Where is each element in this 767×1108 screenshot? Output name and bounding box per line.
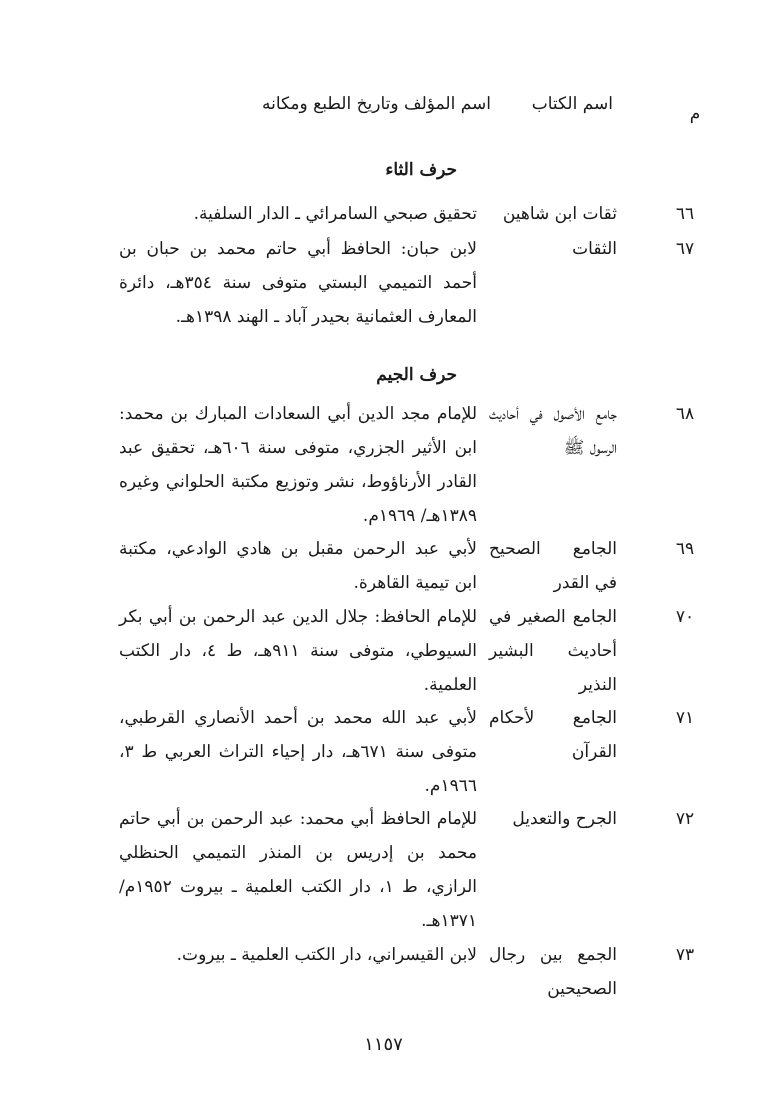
entry-number: ٦٧ [675, 239, 695, 259]
entry-book-title: جامع الأصول في أحاديث الرسول ﷺ [489, 404, 617, 458]
entry-number: ٧٠ [675, 607, 695, 627]
entry-author-details: للإمام الحافظ أبي محمد: عبد الرحمن بن أبي حاتم محمد بن إدريس بن المنذر التميمي الحنظلي الرازي، ط ١، دار الكتب العلمية ـ بيروت ١٩٥٢م/ ١٣٧١هـ. [119, 809, 477, 931]
entry-book-title: الثقات [572, 239, 617, 259]
entry-author-details: تحقيق صبحي السامرائي ـ الدار السلفية. [193, 204, 477, 224]
entry-book-title: الجامع لأحكام القرآن [489, 708, 617, 762]
entry-author-details: للإمام الحافظ: جلال الدين عبد الرحمن بن أبي بكر السيوطي، متوفى سنة ٩١١هـ، ط ٤، دار الكتب العلمية. [119, 607, 477, 695]
entry-book-title: الجامع الصغير في أحاديث البشير النذير [489, 607, 617, 695]
entry-author-details: لابن حبان: الحافظ أبي حاتم محمد بن حبان بن أحمد التميمي البستي متوفى سنة ٣٥٤هـ، دائرة المعارف العثمانية بحيدر آباد ـ الهند ١٣٩٨هـ. [119, 239, 477, 327]
section-heading-jim: حرف الجيم [376, 365, 457, 385]
header-number-column: م [689, 104, 701, 124]
header-book-title-column: اسم الكتاب [531, 94, 613, 114]
entry-number: ٦٨ [675, 404, 695, 424]
entry-number: ٧٣ [675, 945, 695, 965]
entry-number: ٧١ [675, 708, 695, 728]
entry-author-details: للإمام مجد الدين أبي السعادات المبارك بن محمد: ابن الأثير الجزري، متوفى سنة ٦٠٦هـ، تحقيق عبد القادر الأرناؤوط، نشر وتوزيع مكتبة الحلواني وغيره ١٣٨٩هـ/ ١٩٦٩م. [119, 404, 477, 526]
entry-book-title: ثقات ابن شاهين [502, 204, 617, 224]
entry-book-title: الجمع بين رجال الصحيحين [489, 945, 617, 999]
entry-book-title: الجامع الصحيح في القدر [489, 539, 617, 593]
entry-author-details: لابن القيسراني، دار الكتب العلمية ـ بيروت. [176, 945, 477, 965]
entry-author-details: لأبي عبد الرحمن مقبل بن هادي الوادعي، مكتبة ابن تيمية القاهرة. [119, 539, 477, 593]
entry-author-details: لأبي عبد الله محمد بن أحمد الأنصاري القرطبي، متوفى سنة ٦٧١هـ، دار إحياء التراث العربي ط ٣، ١٩٦٦م. [119, 708, 477, 796]
entry-book-title: الجرح والتعديل [512, 809, 617, 829]
column-header-row [145, 94, 705, 130]
section-heading-tha: حرف الثاء [385, 160, 457, 180]
page-number: ١١٥٧ [364, 1034, 403, 1055]
entry-number: ٦٩ [675, 539, 695, 559]
header-author-column: اسم المؤلف وتاريخ الطبع ومكانه [262, 94, 491, 114]
entry-number: ٦٦ [675, 204, 695, 224]
entry-number: ٧٢ [675, 809, 695, 829]
